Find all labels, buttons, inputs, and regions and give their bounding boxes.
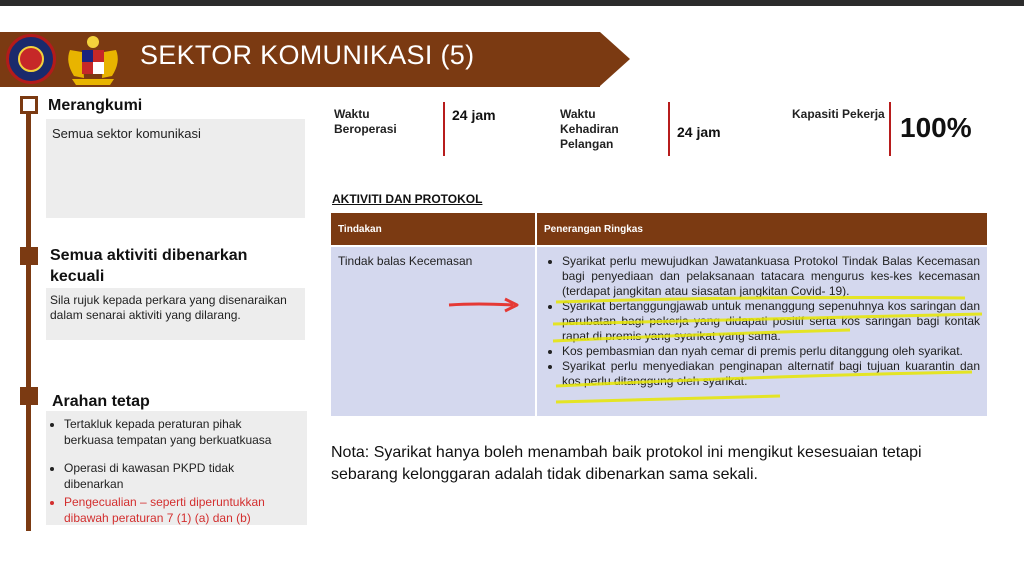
allowed-title: Semua aktiviti dibenarkan kecuali	[50, 247, 248, 285]
allowed-box: Sila rujuk kepada perkara yang disenaraikan dalam senarai aktiviti yang dilarang.	[46, 288, 305, 340]
slide	[0, 6, 1024, 576]
red-arrow-icon	[447, 296, 521, 314]
standing-item: • Operasi di kawasan PKPD tidak dibenarkan	[64, 460, 303, 492]
activities-title: AKTIVITI DAN PROTOKOL	[332, 192, 483, 206]
capacity-label: Kapasiti Pekerja	[792, 107, 885, 121]
section-marker	[20, 96, 38, 114]
standing-item-exception: • Pengecualian – seperti diperuntukkan dibawah peraturan 7 (1) (a) dan (b)	[64, 494, 303, 526]
summary-title: Merangkumi	[48, 97, 143, 114]
description-bullet: • Kos pembasmian dan nyah cemar di premis perlu ditanggung oleh syarikat.	[562, 344, 980, 359]
metric-divider	[668, 102, 670, 156]
description-bullet: • Syarikat perlu menyediakan penginapan alternatif bagi tujuan kuarantin dan kos perlu ditanggung oleh syarikat.	[562, 359, 980, 389]
mkn-logo	[6, 34, 56, 84]
attendance-label: Waktu Kehadiran Pelangan	[560, 107, 619, 151]
metric-divider	[443, 102, 445, 156]
section-marker	[20, 247, 38, 265]
table-header-row	[331, 213, 987, 246]
coat-of-arms-logo	[62, 32, 124, 86]
section-marker	[20, 387, 38, 405]
column-header: Penerangan Ringkas	[536, 213, 987, 246]
attendance-value: 24 jam	[677, 124, 721, 140]
hours-value: 24 jam	[452, 107, 496, 123]
summary-text: Semua sektor komunikasi	[52, 126, 201, 141]
hours-label: Waktu Beroperasi	[334, 107, 397, 136]
summary-box	[46, 119, 305, 218]
standing-item: • Tertakluk kepada peraturan pihak berkuasa tempatan yang berkuatkuasa	[64, 416, 303, 448]
metric-divider	[889, 102, 891, 156]
note: Nota: Syarikat hanya boleh menambah baik protokol ini mengikut kesesuaian tetapi sebarang kelonggaran adalah tidak dibenarkan sama sekali.	[331, 444, 922, 483]
banner-arrow-tip	[600, 32, 630, 86]
protocol-table	[331, 213, 987, 416]
description-bullet: • Syarikat bertanggungjawab untuk menanggung sepenuhnya kos saringan dan perubatan bagi pekerja yang didapati positif serta kos saringan bagi kontak rapat di premis yang syarikat yang sama.	[562, 299, 980, 344]
capacity-value: 100%	[900, 112, 972, 143]
table-row	[331, 246, 987, 416]
description-cell	[536, 246, 987, 416]
timeline-line	[26, 101, 31, 531]
column-header: Tindakan	[331, 213, 536, 246]
standing-box	[46, 411, 307, 525]
standing-title: Arahan tetap	[52, 393, 150, 410]
action-cell: Tindak balas Kecemasan	[331, 246, 536, 416]
description-bullet: • Syarikat perlu mewujudkan Jawatankuasa Protokol Tindak Balas Kecemasan bagi penyediaan dan pelaksanaan tatacara mengurus kes-kes kecemasan (terdapat jangkitan atau siasatan jangkitan Covid- 19).	[562, 254, 980, 299]
page-title: SEKTOR KOMUNIKASI (5)	[140, 40, 475, 70]
